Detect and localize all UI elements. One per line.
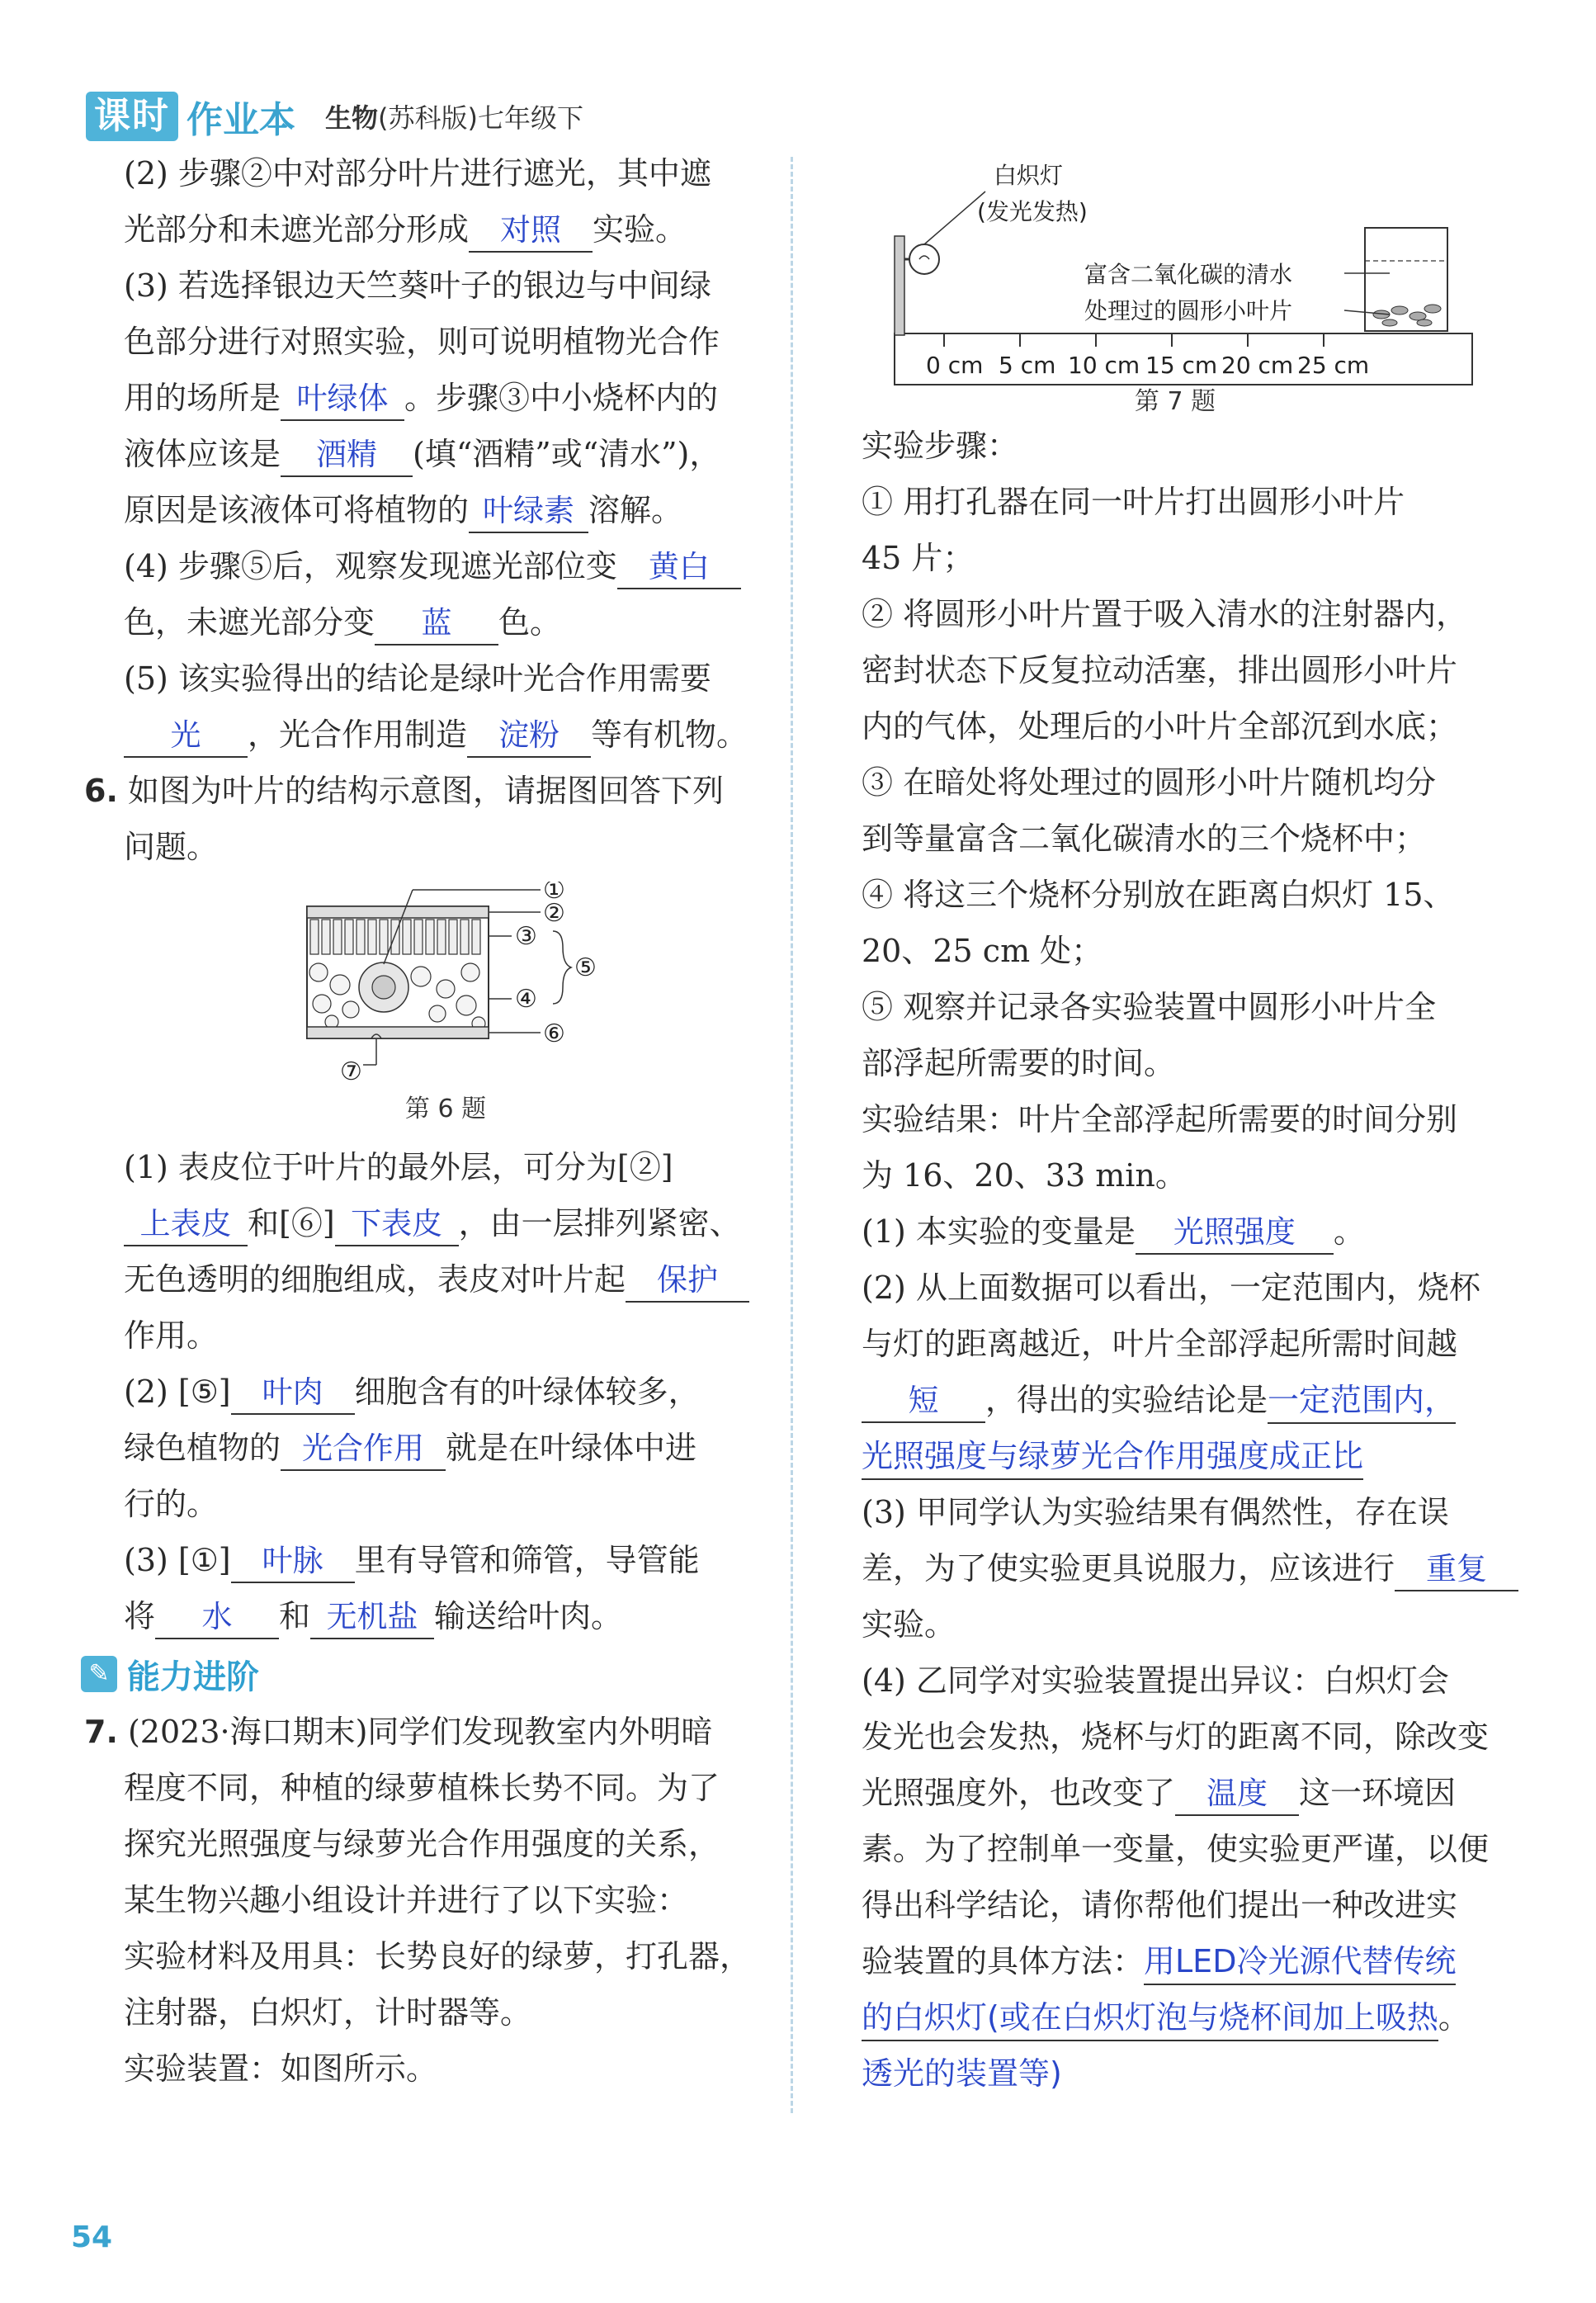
step-1-line2: 45 片； <box>862 540 975 576</box>
q6-line1: 6. 如图为叶片的结构示意图，请据图回答下列 <box>84 773 724 809</box>
answer-blank: 黄白 <box>617 546 741 589</box>
label-6: ⑥ <box>543 1019 565 1048</box>
q5-2-line1: (2) 步骤②中对部分叶片进行遮光，其中遮 <box>124 155 711 192</box>
q6-1-line1: (1) 表皮位于叶片的最外层，可分为[②] <box>124 1149 673 1185</box>
answer-blank: 叶绿体 <box>281 378 404 421</box>
a4-line3: 光照强度外，也改变了 温度 这一环境因 <box>862 1765 1497 1821</box>
lamp-note: (发光发热) <box>977 198 1088 225</box>
step-2-line3: 内的气体，处理后的小叶片全部沉到水底； <box>862 708 1458 745</box>
answer-blank: 保护 <box>626 1260 749 1303</box>
q7-line7: 实验装置：如图所示。 <box>124 2050 438 2087</box>
tick-10: 10 cm <box>1068 352 1140 379</box>
experiment-apparatus-figure <box>862 145 1497 418</box>
answer-blank: 透光的装置等) <box>862 2055 1062 2092</box>
q6-3-line1: (3) [①] 叶脉 里有导管和筛管，导管能 <box>124 1532 767 1588</box>
answer-blank: 酒精 <box>281 434 413 477</box>
answer-blank: 短 <box>862 1380 985 1423</box>
q6-3-line2: 将 水 和 无机盐 输送给叶肉。 <box>124 1588 767 1644</box>
a2-line2: 与灯的距离越近，叶片全部浮起所需时间越 <box>862 1326 1458 1362</box>
step-4-line2: 20、25 cm 处； <box>862 933 1103 969</box>
subject-title: 生物(苏科版)七年级下 <box>325 102 584 134</box>
q5-3-line2: 色部分进行对照实验，则可说明植物光合作 <box>124 324 720 360</box>
q6-1-line2: 上表皮 和[⑥] 下表皮 ，由一层排列紧密、 <box>124 1195 767 1251</box>
step-1-line1: ① 用打孔器在同一叶片打出圆形小叶片 <box>862 484 1405 520</box>
q6-2-line1: (2) [⑤] 叶肉 细胞含有的叶绿体较多， <box>124 1364 767 1420</box>
answer-blank: 光合作用 <box>281 1428 446 1471</box>
q5-3-line1: (3) 若选择银边天竺葵叶子的银边与中间绿 <box>124 267 711 304</box>
figure-6-caption: 第 6 题 <box>404 1095 487 1123</box>
apparatus-diagram <box>862 145 1497 418</box>
step-2-line2: 密封状态下反复拉动活塞，排出圆形小叶片 <box>862 652 1458 688</box>
tick-5: 5 cm <box>999 352 1056 379</box>
step-5-line1: ⑤ 观察并记录各实验装置中圆形小叶片全 <box>862 989 1437 1025</box>
a4-line7: 的白炽灯(或在白炽灯泡与烧杯间加上吸热。 <box>862 1989 1497 2045</box>
result-line2: 为 16、20、33 min。 <box>862 1157 1187 1194</box>
a4-line6: 验装置的具体方法：用LED冷光源代替传统 <box>862 1933 1497 1989</box>
answer-blank: 无机盐 <box>310 1596 434 1639</box>
a3-line2: 差，为了使实验更具说服力，应该进行 重复 <box>862 1540 1497 1596</box>
a3-line3: 实验。 <box>862 1606 956 1643</box>
a2-line1: (2) 从上面数据可以看出，一定范围内，烧杯 <box>862 1270 1480 1306</box>
logo-sub: 作业本 <box>187 99 295 141</box>
a4-line4: 素。为了控制单一变量，使实验更严谨，以便 <box>862 1831 1490 1867</box>
a4-line2: 发光也会发热，烧杯与灯的距离不同，除改变 <box>862 1719 1490 1755</box>
answer-blank: 叶肉 <box>231 1372 355 1415</box>
q7-line3: 探究光照强度与绿萝光合作用强度的关系， <box>124 1826 720 1862</box>
q6-2-line3: 行的。 <box>124 1486 219 1522</box>
answer-blank: 光照强度 <box>1136 1212 1334 1255</box>
answer-blank: 蓝 <box>375 603 498 646</box>
a1-line: (1) 本实验的变量是 光照强度 。 <box>862 1204 1497 1260</box>
leaf-structure-figure <box>124 882 767 1088</box>
label-7: ⑦ <box>340 1057 362 1086</box>
q7-line4: 某生物兴趣小组设计并进行了以下实验： <box>124 1882 689 1918</box>
label-1: ① <box>543 882 565 905</box>
column-divider <box>791 157 793 2113</box>
section-heading <box>81 1644 767 1704</box>
step-5-line2: 部浮起所需要的时间。 <box>862 1045 1176 1081</box>
answer-blank: 淀粉 <box>467 715 591 758</box>
a4-line1: (4) 乙同学对实验装置提出异议：白炽灯会 <box>862 1662 1449 1699</box>
answer-blank: 叶脉 <box>231 1540 355 1583</box>
water-label: 富含二氧化碳的清水 <box>1084 261 1293 288</box>
step-3-line2: 到等量富含二氧化碳清水的三个烧杯中； <box>862 820 1427 857</box>
left-column <box>84 145 767 2097</box>
q5-5-line2: 光 ，光合作用制造 淀粉 等有机物。 <box>124 707 767 763</box>
leaf-diagram <box>124 882 767 1088</box>
answer-blank: 用LED冷光源代替传统 <box>1144 1939 1456 1985</box>
q7-line1: 7. (2023·海口期末)同学们发现教室内外明暗 <box>84 1714 713 1750</box>
q5-4-line1: (4) 步骤⑤后，观察发现遮光部位变 黄白 <box>124 538 767 594</box>
answer-blank: 一定范围内， <box>1268 1378 1456 1424</box>
pencil-icon: ✎ <box>81 1656 117 1692</box>
tick-0: 0 cm <box>926 352 984 379</box>
q7-line2: 程度不同，种植的绿萝植株长势不同。为了 <box>124 1770 720 1806</box>
lamp-label: 白炽灯 <box>994 162 1064 189</box>
answer-blank: 叶绿素 <box>469 490 588 533</box>
page-number: 54 <box>71 2220 113 2254</box>
leaf-disc-label: 处理过的圆形小叶片 <box>1084 297 1293 324</box>
a2-line3: 短 ，得出的实验结论是一定范围内， <box>862 1372 1497 1428</box>
q6-2-line2: 绿色植物的 光合作用 就是在叶绿体中进 <box>124 1420 767 1476</box>
a3-line1: (3) 甲同学认为实验结果有偶然性，存在误 <box>862 1494 1449 1530</box>
q6-1-line4: 作用。 <box>124 1317 219 1354</box>
answer-blank: 光 <box>124 715 248 758</box>
answer-blank: 上表皮 <box>124 1204 248 1246</box>
a2-line4 <box>862 1428 1497 1484</box>
tick-25: 25 cm <box>1297 352 1370 379</box>
q5-4-line2: 色，未遮光部分变 蓝 色。 <box>124 594 767 650</box>
logo-main: 课时 <box>86 92 178 141</box>
result-line1: 实验结果：叶片全部浮起所需要的时间分别 <box>862 1101 1458 1137</box>
answer-blank: 下表皮 <box>335 1204 459 1246</box>
step-4-line1: ④ 将这三个烧杯分别放在距离白炽灯 15、 <box>862 877 1455 913</box>
answer-blank: 对照 <box>469 210 593 253</box>
q6-line2: 问题。 <box>124 829 219 865</box>
q5-3-line4: 液体应该是 酒精 (填“酒精”或“清水”)， <box>124 426 767 482</box>
q7-line5: 实验材料及用具：长势良好的绿萝，打孔器， <box>124 1938 752 1974</box>
figure-7-caption: 第 7 题 <box>1134 387 1216 416</box>
q5-3-line5: 原因是该液体可将植物的 叶绿素 溶解。 <box>124 482 767 538</box>
tick-15: 15 cm <box>1145 352 1218 379</box>
steps-title: 实验步骤： <box>862 428 1019 464</box>
header <box>86 89 583 144</box>
label-3: ③ <box>515 922 537 951</box>
right-column <box>862 145 1497 2102</box>
label-5: ⑤ <box>574 953 597 982</box>
step-2-line1: ② 将圆形小叶片置于吸入清水的注射器内， <box>862 596 1468 632</box>
q5-5-line1: (5) 该实验得出的结论是绿叶光合作用需要 <box>124 660 711 697</box>
q6-1-line3: 无色透明的细胞组成，表皮对叶片起 保护 <box>124 1251 767 1308</box>
q5-2-line2: 光部分和未遮光部分形成 对照 实验。 <box>124 201 767 258</box>
tick-20: 20 cm <box>1221 352 1294 379</box>
label-2: ② <box>543 899 565 928</box>
a4-line8 <box>862 2045 1497 2102</box>
answer-blank: 重复 <box>1395 1549 1518 1591</box>
a4-line5: 得出科学结论，请你帮他们提出一种改进实 <box>862 1887 1458 1923</box>
answer-blank: 温度 <box>1175 1773 1299 1816</box>
q5-3-line3: 用的场所是 叶绿体 。步骤③中小烧杯内的 <box>124 370 767 426</box>
section-title: 能力进阶 <box>127 1657 259 1696</box>
answer-blank: 光照强度与绿萝光合作用强度成正比 <box>862 1434 1363 1480</box>
step-3-line1: ③ 在暗处将处理过的圆形小叶片随机均分 <box>862 764 1437 801</box>
answer-blank: 水 <box>155 1596 279 1639</box>
q7-line6: 注射器，白炽灯，计时器等。 <box>124 1994 532 2031</box>
label-4: ④ <box>515 985 537 1014</box>
answer-blank: 的白炽灯(或在白炽灯泡与烧杯间加上吸热 <box>862 1995 1438 2041</box>
